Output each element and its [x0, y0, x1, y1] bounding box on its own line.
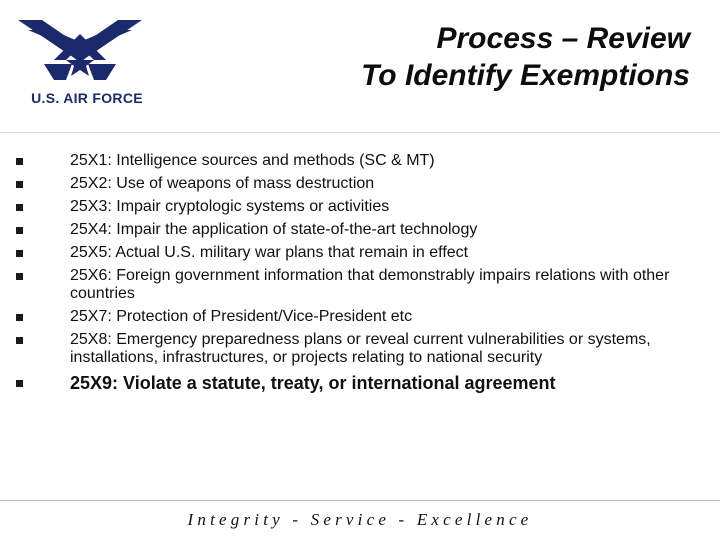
exemption-list	[16, 152, 706, 399]
list-item-text: 25X1: Intelligence sources and methods (SC & MT)	[70, 152, 435, 169]
air-force-symbol-icon	[14, 6, 146, 88]
list-item	[16, 372, 706, 394]
list-item	[16, 244, 706, 262]
title-divider	[0, 132, 720, 133]
bullet-icon	[16, 380, 23, 387]
bullet-icon	[16, 337, 23, 344]
list-item-text: 25X8: Emergency preparedness plans or reveal current vulnerabilities or systems, installations, infrastructures, or projects relating to national security	[70, 331, 651, 366]
bullet-icon	[16, 181, 23, 188]
slide-title	[170, 20, 690, 94]
bullet-icon	[16, 158, 23, 165]
list-item	[16, 221, 706, 239]
list-item	[16, 308, 706, 326]
bullet-icon	[16, 314, 23, 321]
bullet-icon	[16, 273, 23, 280]
list-item	[16, 267, 706, 303]
bullet-icon	[16, 250, 23, 257]
bullet-icon	[16, 204, 23, 211]
bullet-icon	[16, 227, 23, 234]
footer-motto: Integrity - Service - Excellence	[187, 510, 533, 529]
list-item-text: 25X2: Use of weapons of mass destruction	[70, 175, 375, 192]
list-item-text: 25X4: Impair the application of state-of-the-art technology	[70, 221, 478, 238]
title-line-1: Process – Review	[436, 22, 690, 55]
air-force-logo	[14, 6, 146, 106]
list-item-text: 25X5: Actual U.S. military war plans that remain in effect	[70, 244, 469, 261]
list-item-text: 25X6: Foreign government information that demonstrably impairs relations with other countries	[70, 267, 670, 302]
list-item-text: 25X3: Impair cryptologic systems or activities	[70, 198, 390, 215]
list-item	[16, 331, 706, 367]
list-item	[16, 198, 706, 216]
list-item	[16, 175, 706, 193]
title-line-2: To Identify Exemptions	[361, 59, 690, 92]
logo-text: U.S. AIR FORCE	[31, 90, 143, 106]
list-item-text: 25X7: Protection of President/Vice-President etc	[70, 308, 413, 325]
list-item	[16, 152, 706, 170]
footer-divider	[0, 500, 720, 501]
list-item-text: 25X9: Violate a statute, treaty, or international agreement	[70, 373, 556, 393]
